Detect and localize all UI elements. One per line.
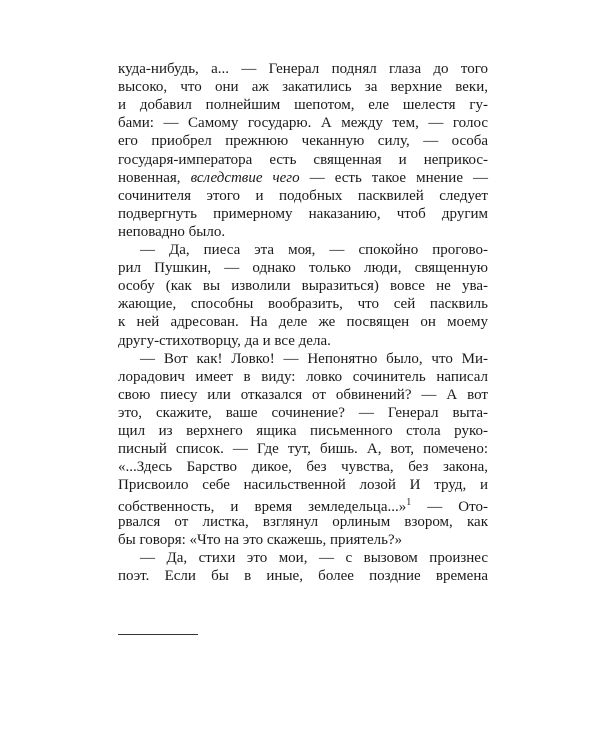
text-line: жающие, способны вообразить, что сей пасквиль: [118, 296, 488, 313]
text-line: — Да, стихи это мои, — с вызовом произнес: [140, 549, 488, 566]
text-line: государя-императора есть священная и неприкос-: [118, 151, 488, 168]
text-line: и добавил полнейшим шепотом, еле шелестя гу-: [118, 97, 488, 114]
text-run: собственность, и время земледельца...»: [118, 499, 407, 516]
text-line: рвался от листка, взглянул орлиным взором, как: [118, 513, 488, 530]
footnote-separator: [118, 634, 198, 635]
text-line: лорадович имеет в виду: ловко сочинитель написал: [118, 368, 488, 385]
text-line: подвергнуть примерному наказанию, чтоб другим: [118, 205, 488, 222]
text-line: «...Здесь Барство дикое, без чувства, без закона,: [118, 459, 488, 476]
text-line: — Да, пиеса эта моя, — спокойно прогово-: [140, 242, 488, 258]
text-line: Присвоило себе насильственной лозой И труд, и: [118, 477, 488, 494]
text-line: куда-нибудь, а... — Генерал поднял глаза до того: [118, 61, 488, 77]
text-line: бы говоря: «Что на это скажешь, приятель?»: [118, 531, 403, 548]
text-line: другу-стихотворцу, да и все дела.: [118, 332, 331, 349]
text-run: новенная,: [118, 169, 191, 186]
text-line: поэт. Если бы в иные, более поздние времена: [118, 567, 488, 584]
text-run: — есть такое мнение —: [299, 169, 488, 186]
text-line: [118, 494, 488, 516]
text-line: особу (как вы изволили выразиться) вовсе не ува-: [118, 278, 488, 295]
text-line: его приобрел прежнюю чеканную силу, — особа: [118, 133, 488, 150]
text-line: рил Пушкин, — однако только люди, священную: [118, 260, 488, 277]
text-line: свою пиесу или отказался от обвинений? — А вот: [118, 386, 488, 403]
footnote: [118, 638, 488, 657]
italic-phrase: вследствие чего: [190, 169, 300, 186]
text-line: бами: — Самому государю. А между тем, — голос: [118, 115, 488, 132]
text-line: щил из верхнего ящика письменного стола руко-: [118, 423, 488, 439]
text-line: сочинителя этого и подобных пасквилей следует: [118, 187, 488, 204]
text-line: писный список. — Где тут, бишь. А, вот, помечено:: [118, 441, 488, 458]
text-line: — Вот как! Ловко! — Непонятно было, что Ми-: [140, 350, 488, 367]
footnote-reference[interactable]: 1: [406, 497, 412, 509]
text-line: [118, 169, 488, 187]
text-line: неповадно было.: [118, 223, 226, 240]
text-line: высоко, что они аж закатились за верхние веки,: [118, 79, 488, 96]
text-line: это, скажите, ваше сочинение? — Генерал выта-: [118, 404, 488, 421]
text-run: — Ото-: [411, 499, 488, 516]
text-line: к ней адресован. На деле же посвящен он моему: [118, 314, 488, 331]
